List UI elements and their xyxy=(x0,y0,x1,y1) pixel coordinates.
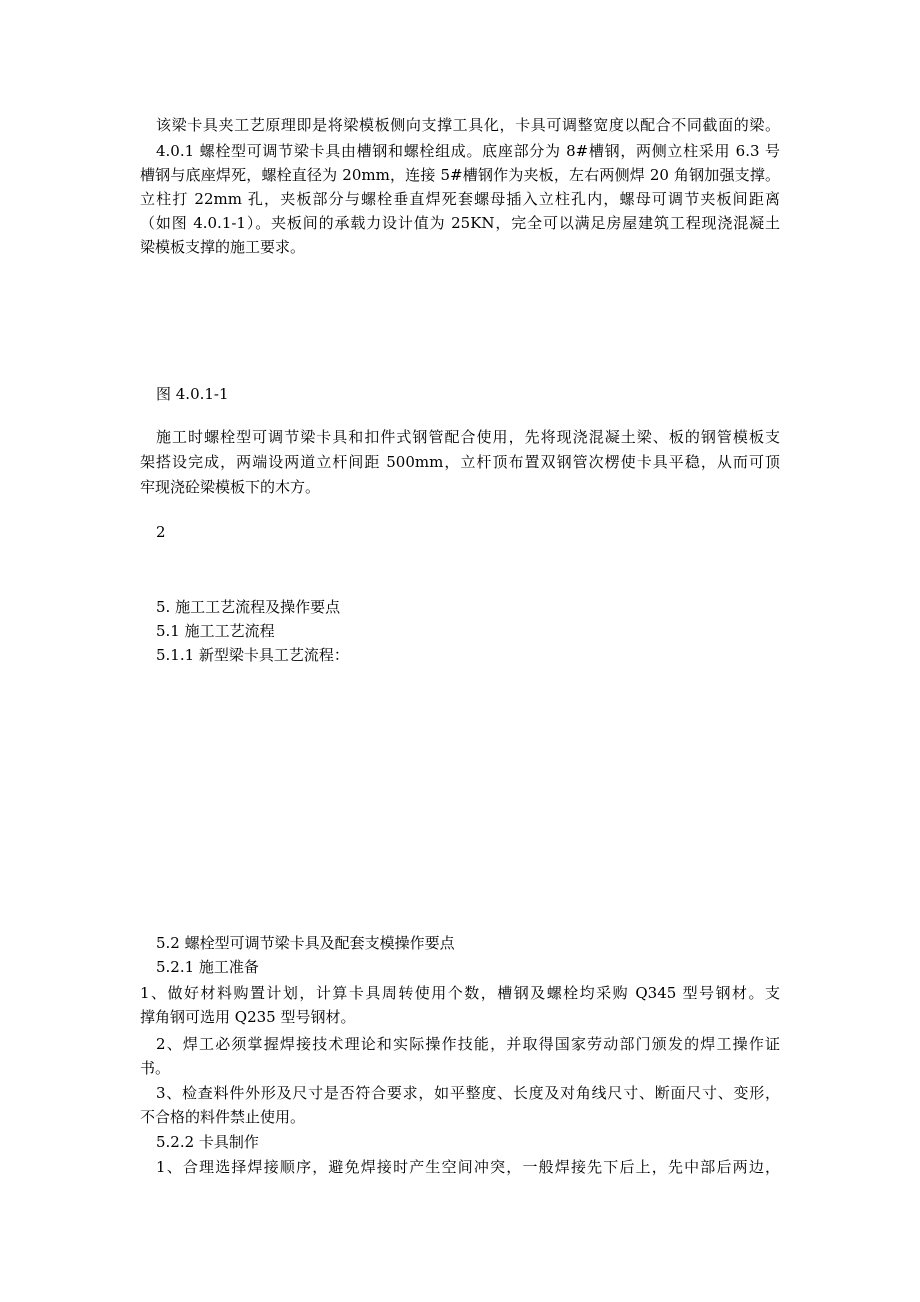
section-4-0-1-line: 4.0.1 螺栓型可调节梁卡具由槽钢和螺栓组成。底座部分为 8#槽钢，两侧立柱采用 6.3 号 xyxy=(156,142,780,160)
preparation-item-3-line: 3、检查料件外形及尺寸是否符合要求，如平整度、长度及对角线尺寸、断面尺寸、变形， xyxy=(156,1084,780,1102)
section-5-2-1-heading: 5.2.1 施工准备 xyxy=(156,958,259,976)
section-5-heading: 5. 施工工艺流程及操作要点 xyxy=(156,598,341,616)
section-5-1-heading: 5.1 施工工艺流程 xyxy=(156,622,275,640)
construction-paragraph-line: 牢现浇砼梁模板下的木方。 xyxy=(140,478,321,496)
section-4-0-1-line: 梁模板支撑的施工要求。 xyxy=(140,238,306,256)
fabrication-item-1-line: 1、合理选择焊接顺序，避免焊接时产生空间冲突，一般焊接先下后上，先中部后两边， xyxy=(156,1158,780,1176)
preparation-item-2-line: 书。 xyxy=(140,1059,171,1077)
section-5-2-heading: 5.2 螺栓型可调节梁卡具及配套支模操作要点 xyxy=(156,934,455,952)
section-5-1-1-heading: 5.1.1 新型梁卡具工艺流程： xyxy=(156,646,349,664)
preparation-item-2-line: 2、焊工必须掌握焊接技术理论和实际操作技能，并取得国家劳动部门颁发的焊工操作证 xyxy=(156,1035,780,1053)
intro-paragraph-line: 该梁卡具夹工艺原理即是将梁模板侧向支撑工具化，卡具可调整宽度以配合不同截面的梁。 xyxy=(156,116,780,134)
section-4-0-1-line: 槽钢与底座焊死，螺栓直径为 20mm，连接 5#槽钢作为夹板，左右两侧焊 20 角钢加强支撑。 xyxy=(140,166,780,184)
figure-caption: 图 4.0.1-1 xyxy=(156,385,229,403)
construction-paragraph-line: 架搭设完成，两端设两道立杆间距 500mm，立杆顶布置双钢管次楞使卡具平稳，从而可顶 xyxy=(140,453,780,471)
section-4-0-1-line: 立柱打 22mm 孔，夹板部分与螺栓垂直焊死套螺母插入立柱孔内，螺母可调节夹板间距离 xyxy=(140,190,780,208)
construction-paragraph-line: 施工时螺栓型可调节梁卡具和扣件式钢管配合使用，先将现浇混凝土梁、板的钢管模板支 xyxy=(156,428,780,446)
preparation-item-1-line: 撑角钢可选用 Q235 型号钢材。 xyxy=(140,1008,356,1026)
section-4-0-1-line: （如图 4.0.1-1）。夹板间的承载力设计值为 25KN，完全可以满足房屋建筑工程现浇混凝土 xyxy=(140,214,780,232)
preparation-item-3-line: 不合格的料件禁止使用。 xyxy=(140,1108,306,1126)
preparation-item-1-line: 1、做好材料购置计划，计算卡具周转使用个数，槽钢及螺栓均采购 Q345 型号钢材。支 xyxy=(140,984,780,1002)
page-number: 2 xyxy=(156,523,166,541)
section-5-2-2-heading: 5.2.2 卡具制作 xyxy=(156,1133,259,1151)
